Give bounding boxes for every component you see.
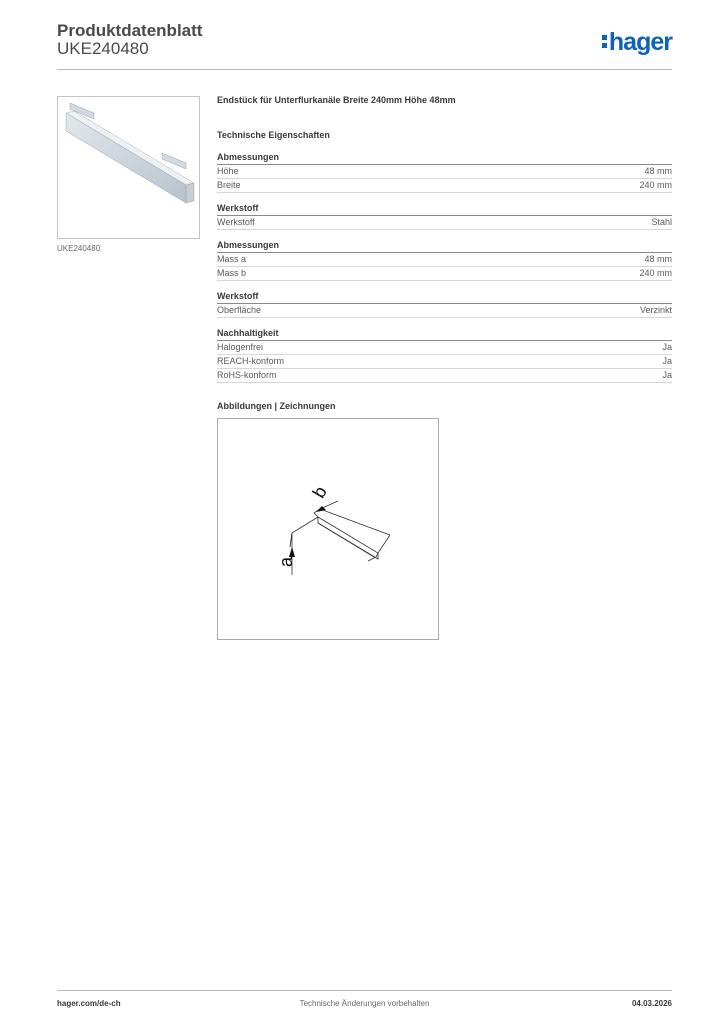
property-value: Ja bbox=[662, 356, 672, 366]
dimension-label-b: b bbox=[308, 482, 331, 502]
property-group bbox=[217, 240, 672, 281]
section-title: Technische Eigenschaften bbox=[217, 130, 330, 140]
hager-logo bbox=[602, 28, 672, 57]
property-row bbox=[217, 341, 672, 355]
property-value: 240 mm bbox=[639, 180, 672, 190]
property-value: Ja bbox=[662, 370, 672, 380]
property-value: 48 mm bbox=[644, 166, 672, 176]
property-label: Mass a bbox=[217, 254, 247, 264]
property-label: Mass b bbox=[217, 268, 247, 278]
property-label: Breite bbox=[217, 180, 241, 190]
footer-date: 04.03.2026 bbox=[631, 999, 672, 1008]
dimension-label-a: a bbox=[276, 556, 296, 567]
main-content bbox=[217, 95, 672, 640]
property-row bbox=[217, 165, 672, 179]
property-label: Höhe bbox=[217, 166, 239, 176]
property-label: REACH-konform bbox=[217, 356, 285, 366]
property-group bbox=[217, 328, 672, 383]
product-description: Endstück für Unterflurkanäle Breite 240mm Höhe 48mm bbox=[217, 95, 456, 105]
property-row bbox=[217, 179, 672, 193]
property-row bbox=[217, 355, 672, 369]
group-title: Werkstoff bbox=[217, 291, 672, 304]
group-title: Abmessungen bbox=[217, 152, 672, 165]
property-value: 240 mm bbox=[639, 268, 672, 278]
footer-url[interactable]: hager.com/de-ch bbox=[57, 999, 121, 1008]
product-code: UKE240480 bbox=[57, 39, 149, 58]
property-row bbox=[217, 369, 672, 383]
end-piece-illustration bbox=[58, 97, 199, 238]
product-image bbox=[57, 96, 200, 239]
arrow-a-icon bbox=[289, 547, 295, 557]
footer-note: Technische Änderungen vorbehalten bbox=[299, 999, 430, 1008]
property-label: Werkstoff bbox=[217, 217, 255, 227]
image-caption: UKE240480 bbox=[57, 244, 101, 253]
property-group bbox=[217, 152, 672, 193]
property-row bbox=[217, 267, 672, 281]
group-title: Werkstoff bbox=[217, 203, 672, 216]
group-title: Nachhaltigkeit bbox=[217, 328, 672, 341]
property-label: Halogenfrei bbox=[217, 342, 264, 352]
gallery-title: Abbildungen | Zeichnungen bbox=[217, 401, 336, 411]
property-value: Ja bbox=[662, 342, 672, 352]
property-value: Verzinkt bbox=[639, 305, 672, 315]
property-row bbox=[217, 304, 672, 318]
property-value: Stahl bbox=[651, 217, 672, 227]
property-label: RoHS-konform bbox=[217, 370, 277, 380]
property-group bbox=[217, 291, 672, 318]
page-footer bbox=[57, 990, 672, 1021]
dimension-drawing bbox=[217, 418, 439, 640]
property-row bbox=[217, 216, 672, 230]
group-title: Abmessungen bbox=[217, 240, 672, 253]
document-title: Produktdatenblatt bbox=[57, 21, 203, 40]
logo-dots-icon bbox=[602, 28, 608, 48]
page-header bbox=[57, 20, 672, 70]
property-value: 48 mm bbox=[644, 254, 672, 264]
property-row bbox=[217, 253, 672, 267]
property-label: Oberfläche bbox=[217, 305, 262, 315]
logo-text: hager bbox=[608, 28, 672, 56]
dimension-drawing-svg bbox=[218, 419, 438, 639]
property-group bbox=[217, 203, 672, 230]
